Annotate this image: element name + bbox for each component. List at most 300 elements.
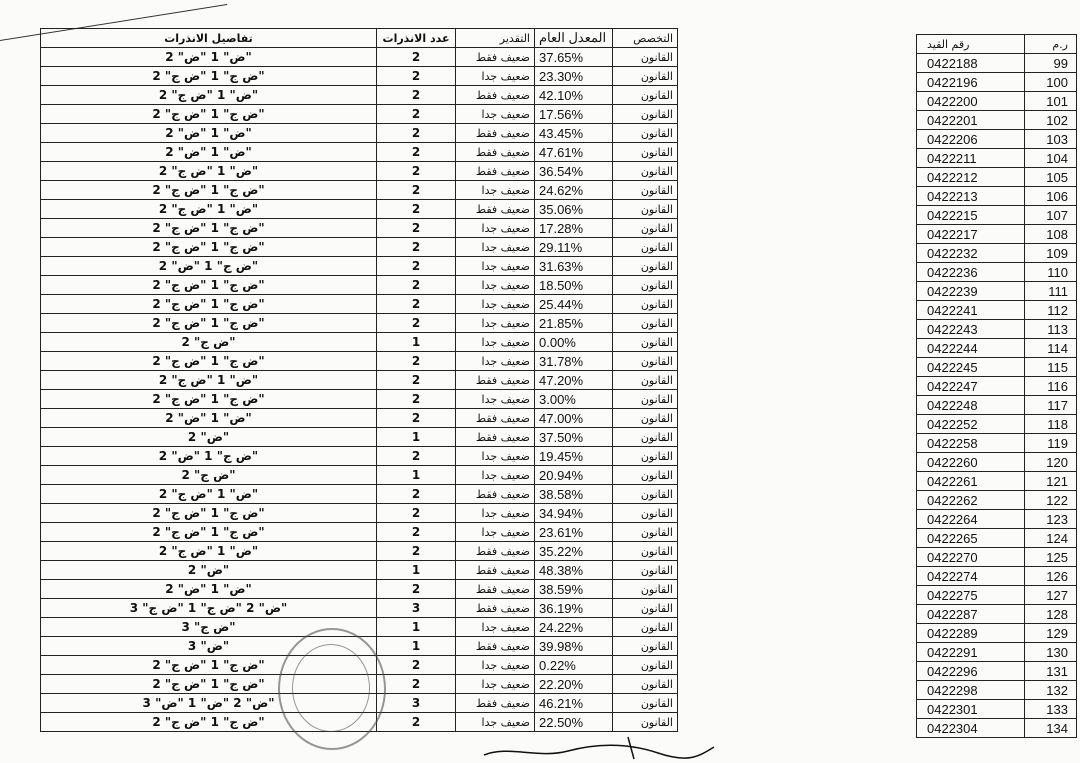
table-row — [41, 200, 678, 219]
warning-count-cell: 2 — [377, 181, 456, 200]
registration-number-cell: 0422196 — [917, 73, 1025, 92]
warning-details-cell: "ض ج" 1 "ض ج" 2 — [41, 523, 377, 542]
warning-details-cell: "ض ج" 1 "ض ج" 2 — [41, 105, 377, 124]
warning-details-cell: "ض" 1 "ض ج" 2 — [41, 86, 377, 105]
specialization-cell: القانون — [613, 580, 678, 599]
specialization-cell: القانون — [613, 314, 678, 333]
warning-count-cell: 3 — [377, 599, 456, 618]
specialization-cell: القانون — [613, 694, 678, 713]
serial-number-cell: 100 — [1025, 73, 1077, 92]
serial-number-cell: 108 — [1025, 225, 1077, 244]
warning-details-cell: "ض" 2 "ض" 1 "ض" 3 — [41, 694, 377, 713]
general-average-cell: 20.94% — [535, 466, 613, 485]
general-average-cell: 24.22% — [535, 618, 613, 637]
specialization-cell: القانون — [613, 48, 678, 67]
specialization-cell: القانون — [613, 371, 678, 390]
registration-number-cell: 0422215 — [917, 206, 1025, 225]
registration-number-cell: 0422243 — [917, 320, 1025, 339]
specialization-cell: القانون — [613, 561, 678, 580]
warning-details-cell: "ض" 1 "ض" 2 — [41, 48, 377, 67]
serial-number-cell: 129 — [1025, 624, 1077, 643]
table-row — [917, 206, 1077, 225]
warning-details-cell: "ض" 1 "ض" 2 — [41, 143, 377, 162]
grade-cell: ضعيف جدا — [456, 314, 535, 333]
warning-details-cell: "ض ج" 1 "ض ج" 2 — [41, 390, 377, 409]
general-average-cell: 35.22% — [535, 542, 613, 561]
warning-count-cell: 2 — [377, 238, 456, 257]
grade-cell: ضعيف فقط — [456, 409, 535, 428]
warning-details-cell: "ض ج" 1 "ض ج" 2 — [41, 219, 377, 238]
warning-details-cell: "ض" 1 "ض ج" 2 — [41, 371, 377, 390]
grade-cell: ضعيف فقط — [456, 485, 535, 504]
table-row — [41, 447, 678, 466]
registration-number-cell: 0422248 — [917, 396, 1025, 415]
grade-cell: ضعيف فقط — [456, 371, 535, 390]
warning-details-cell: "ض" 3 — [41, 637, 377, 656]
general-average-cell: 38.58% — [535, 485, 613, 504]
table-row — [917, 643, 1077, 662]
handwritten-date — [478, 733, 718, 763]
registration-number-cell: 0422245 — [917, 358, 1025, 377]
specialization-cell: القانون — [613, 409, 678, 428]
table-row — [917, 358, 1077, 377]
official-stamp-inner-ring — [292, 644, 370, 732]
warning-details-cell: "ض" 2 — [41, 561, 377, 580]
general-average-cell: 22.50% — [535, 713, 613, 732]
warning-details-cell: "ض" 1 "ض ج" 2 — [41, 542, 377, 561]
warning-count-cell: 2 — [377, 542, 456, 561]
warning-details-cell: "ض ج" 1 "ض ج" 2 — [41, 504, 377, 523]
general-average-cell: 34.94% — [535, 504, 613, 523]
general-average-cell: 48.38% — [535, 561, 613, 580]
table-row — [41, 618, 678, 637]
table-row — [41, 143, 678, 162]
table-row — [917, 700, 1077, 719]
general-average-cell: 47.61% — [535, 143, 613, 162]
table-row — [917, 377, 1077, 396]
header-warning-details: تفاصيل الانذرات — [41, 29, 377, 48]
header-warning-count: عدد الانذرات — [377, 29, 456, 48]
table-row — [41, 371, 678, 390]
grade-cell: ضعيف جدا — [456, 466, 535, 485]
serial-number-cell: 106 — [1025, 187, 1077, 206]
serial-number-cell: 124 — [1025, 529, 1077, 548]
grade-cell: ضعيف جدا — [456, 219, 535, 238]
grade-cell: ضعيف جدا — [456, 656, 535, 675]
warning-count-cell: 2 — [377, 371, 456, 390]
specialization-cell: القانون — [613, 466, 678, 485]
grade-cell: ضعيف فقط — [456, 542, 535, 561]
grade-cell: ضعيف فقط — [456, 124, 535, 143]
warning-count-cell: 2 — [377, 390, 456, 409]
general-average-cell: 0.00% — [535, 333, 613, 352]
serial-number-cell: 122 — [1025, 491, 1077, 510]
specialization-cell: القانون — [613, 390, 678, 409]
specialization-cell: القانون — [613, 656, 678, 675]
serial-number-cell: 110 — [1025, 263, 1077, 282]
specialization-cell: القانون — [613, 713, 678, 732]
general-average-cell: 23.30% — [535, 67, 613, 86]
table-row — [41, 276, 678, 295]
table-row — [41, 504, 678, 523]
table-row — [41, 523, 678, 542]
warning-details-cell: "ض ج" 1 "ض ج" 2 — [41, 276, 377, 295]
serial-number-cell: 112 — [1025, 301, 1077, 320]
grade-cell: ضعيف جدا — [456, 333, 535, 352]
warning-details-cell: "ض" 1 "ض ج" 2 — [41, 200, 377, 219]
table-row — [917, 168, 1077, 187]
serial-number-cell: 99 — [1025, 54, 1077, 73]
warning-count-cell: 2 — [377, 295, 456, 314]
general-average-cell: 36.19% — [535, 599, 613, 618]
grade-cell: ضعيف جدا — [456, 257, 535, 276]
warning-count-cell: 2 — [377, 314, 456, 333]
specialization-cell: القانون — [613, 238, 678, 257]
warning-count-cell: 2 — [377, 105, 456, 124]
warning-count-cell: 3 — [377, 694, 456, 713]
table-row — [917, 396, 1077, 415]
warning-count-cell: 2 — [377, 219, 456, 238]
table-row — [917, 149, 1077, 168]
table-row — [41, 466, 678, 485]
warning-details-cell: "ض ج" 1 "ض" 2 — [41, 447, 377, 466]
warning-count-cell: 2 — [377, 656, 456, 675]
serial-number-cell: 115 — [1025, 358, 1077, 377]
registration-number-cell: 0422213 — [917, 187, 1025, 206]
table-row — [917, 662, 1077, 681]
table-row — [41, 561, 678, 580]
table-row — [41, 219, 678, 238]
general-average-cell: 25.44% — [535, 295, 613, 314]
header-general-average: المعدل العام — [535, 29, 613, 48]
specialization-cell: القانون — [613, 67, 678, 86]
serial-number-cell: 125 — [1025, 548, 1077, 567]
specialization-cell: القانون — [613, 599, 678, 618]
table-row — [41, 542, 678, 561]
general-average-cell: 19.45% — [535, 447, 613, 466]
warning-count-cell: 1 — [377, 637, 456, 656]
warning-count-cell: 2 — [377, 523, 456, 542]
warning-details-cell: "ض ج" 1 "ض ج" 2 — [41, 67, 377, 86]
table-row — [917, 434, 1077, 453]
table-row — [917, 567, 1077, 586]
serial-number-cell: 113 — [1025, 320, 1077, 339]
registration-number-cell: 0422264 — [917, 510, 1025, 529]
registration-table — [916, 34, 1077, 738]
table-row — [917, 529, 1077, 548]
registration-number-cell: 0422304 — [917, 719, 1025, 738]
grade-cell: ضعيف فقط — [456, 428, 535, 447]
table-row — [41, 67, 678, 86]
specialization-cell: القانون — [613, 447, 678, 466]
registration-number-cell: 0422252 — [917, 415, 1025, 434]
serial-number-cell: 107 — [1025, 206, 1077, 225]
general-average-cell: 37.65% — [535, 48, 613, 67]
table-row — [917, 339, 1077, 358]
table-row — [917, 415, 1077, 434]
specialization-cell: القانون — [613, 200, 678, 219]
specialization-cell: القانون — [613, 675, 678, 694]
general-average-cell: 36.54% — [535, 162, 613, 181]
table-row — [41, 162, 678, 181]
grade-cell: ضعيف جدا — [456, 713, 535, 732]
specialization-cell: القانون — [613, 542, 678, 561]
table-row — [917, 282, 1077, 301]
warning-details-cell: "ض" 1 "ض" 2 — [41, 580, 377, 599]
warning-count-cell: 2 — [377, 409, 456, 428]
registration-number-cell: 0422261 — [917, 472, 1025, 491]
serial-number-cell: 104 — [1025, 149, 1077, 168]
serial-number-cell: 105 — [1025, 168, 1077, 187]
registration-number-cell: 0422289 — [917, 624, 1025, 643]
registration-number-cell: 0422201 — [917, 111, 1025, 130]
specialization-cell: القانون — [613, 352, 678, 371]
header-serial-number: ر.م — [1025, 35, 1077, 54]
grade-cell: ضعيف جدا — [456, 352, 535, 371]
registration-number-cell: 0422239 — [917, 282, 1025, 301]
general-average-cell: 47.20% — [535, 371, 613, 390]
serial-number-cell: 114 — [1025, 339, 1077, 358]
grade-cell: ضعيف فقط — [456, 561, 535, 580]
specialization-cell: القانون — [613, 485, 678, 504]
specialization-cell: القانون — [613, 181, 678, 200]
serial-number-cell: 132 — [1025, 681, 1077, 700]
table-row — [41, 485, 678, 504]
warning-details-cell: "ض ج" 1 "ض ج" 2 — [41, 238, 377, 257]
warning-count-cell: 2 — [377, 580, 456, 599]
table-row — [41, 314, 678, 333]
registration-number-cell: 0422260 — [917, 453, 1025, 472]
general-average-cell: 47.00% — [535, 409, 613, 428]
table-row — [41, 124, 678, 143]
grade-cell: ضعيف فقط — [456, 86, 535, 105]
warning-count-cell: 2 — [377, 276, 456, 295]
warning-count-cell: 2 — [377, 257, 456, 276]
table-row — [917, 510, 1077, 529]
grade-cell: ضعيف فقط — [456, 143, 535, 162]
table-row — [41, 333, 678, 352]
serial-number-cell: 134 — [1025, 719, 1077, 738]
registration-number-cell: 0422296 — [917, 662, 1025, 681]
registration-number-cell: 0422212 — [917, 168, 1025, 187]
table-row — [917, 491, 1077, 510]
table-row — [917, 681, 1077, 700]
registration-number-cell: 0422275 — [917, 586, 1025, 605]
registration-number-cell: 0422262 — [917, 491, 1025, 510]
registration-number-cell: 0422270 — [917, 548, 1025, 567]
serial-number-cell: 131 — [1025, 662, 1077, 681]
registration-number-cell: 0422265 — [917, 529, 1025, 548]
specialization-cell: القانون — [613, 295, 678, 314]
grade-cell: ضعيف جدا — [456, 523, 535, 542]
table-row — [917, 605, 1077, 624]
serial-number-cell: 116 — [1025, 377, 1077, 396]
warning-count-cell: 1 — [377, 333, 456, 352]
grade-cell: ضعيف جدا — [456, 276, 535, 295]
specialization-cell: القانون — [613, 428, 678, 447]
warning-count-cell: 2 — [377, 675, 456, 694]
table-row — [41, 390, 678, 409]
table-row — [41, 295, 678, 314]
warning-count-cell: 1 — [377, 466, 456, 485]
grade-cell: ضعيف جدا — [456, 105, 535, 124]
table-row — [917, 225, 1077, 244]
table-row — [917, 320, 1077, 339]
specialization-cell: القانون — [613, 162, 678, 181]
registration-number-cell: 0422211 — [917, 149, 1025, 168]
general-average-cell: 17.56% — [535, 105, 613, 124]
warning-count-cell: 1 — [377, 618, 456, 637]
table-row — [41, 409, 678, 428]
warning-details-cell: "ض ج" 1 "ض ج" 2 — [41, 314, 377, 333]
table-row — [917, 244, 1077, 263]
registration-number-cell: 0422232 — [917, 244, 1025, 263]
general-average-cell: 22.20% — [535, 675, 613, 694]
table-row — [41, 86, 678, 105]
table-row — [917, 586, 1077, 605]
general-average-cell: 23.61% — [535, 523, 613, 542]
table-row — [917, 301, 1077, 320]
registration-number-cell: 0422287 — [917, 605, 1025, 624]
grade-cell: ضعيف فقط — [456, 580, 535, 599]
warning-details-cell: "ض ج" 1 "ض" 2 — [41, 257, 377, 276]
general-average-cell: 17.28% — [535, 219, 613, 238]
warnings-table-body — [41, 48, 678, 732]
warning-details-cell: "ض" 1 "ض ج" 2 — [41, 162, 377, 181]
registration-number-cell: 0422298 — [917, 681, 1025, 700]
specialization-cell: القانون — [613, 143, 678, 162]
warning-count-cell: 2 — [377, 447, 456, 466]
registration-number-cell: 0422188 — [917, 54, 1025, 73]
specialization-cell: القانون — [613, 105, 678, 124]
table-row — [917, 624, 1077, 643]
table-row — [917, 548, 1077, 567]
table-row — [41, 352, 678, 371]
warning-count-cell: 2 — [377, 67, 456, 86]
registration-number-cell: 0422241 — [917, 301, 1025, 320]
registration-number-cell: 0422200 — [917, 92, 1025, 111]
warning-details-cell: "ض" 1 "ض" 2 — [41, 124, 377, 143]
warning-details-cell: "ض ج" 1 "ض ج" 2 — [41, 181, 377, 200]
warning-details-cell: "ض" 1 "ض" 2 — [41, 409, 377, 428]
warning-count-cell: 2 — [377, 200, 456, 219]
registration-number-cell: 0422247 — [917, 377, 1025, 396]
serial-number-cell: 127 — [1025, 586, 1077, 605]
general-average-cell: 37.50% — [535, 428, 613, 447]
warning-count-cell: 1 — [377, 428, 456, 447]
grade-cell: ضعيف فقط — [456, 200, 535, 219]
grade-cell: ضعيف فقط — [456, 694, 535, 713]
serial-number-cell: 130 — [1025, 643, 1077, 662]
general-average-cell: 35.06% — [535, 200, 613, 219]
serial-number-cell: 121 — [1025, 472, 1077, 491]
table-row — [917, 472, 1077, 491]
warning-count-cell: 2 — [377, 124, 456, 143]
table-row — [917, 111, 1077, 130]
grade-cell: ضعيف فقط — [456, 162, 535, 181]
general-average-cell: 31.63% — [535, 257, 613, 276]
registration-number-cell: 0422291 — [917, 643, 1025, 662]
warning-details-cell: "ض ج" 1 "ض ج" 2 — [41, 675, 377, 694]
table-row — [41, 580, 678, 599]
warning-count-cell: 2 — [377, 143, 456, 162]
registration-number-cell: 0422301 — [917, 700, 1025, 719]
warnings-table — [40, 28, 678, 732]
registration-number-cell: 0422236 — [917, 263, 1025, 282]
warning-count-cell: 2 — [377, 48, 456, 67]
specialization-cell: القانون — [613, 618, 678, 637]
table-row — [41, 599, 678, 618]
registration-number-cell: 0422258 — [917, 434, 1025, 453]
handwritten-signature-mark — [478, 733, 718, 763]
registration-number-cell: 0422217 — [917, 225, 1025, 244]
specialization-cell: القانون — [613, 523, 678, 542]
warning-count-cell: 2 — [377, 352, 456, 371]
specialization-cell: القانون — [613, 333, 678, 352]
serial-number-cell: 120 — [1025, 453, 1077, 472]
specialization-cell: القانون — [613, 504, 678, 523]
serial-number-cell: 119 — [1025, 434, 1077, 453]
grade-cell: ضعيف جدا — [456, 675, 535, 694]
general-average-cell: 18.50% — [535, 276, 613, 295]
table-row — [917, 130, 1077, 149]
general-average-cell: 24.62% — [535, 181, 613, 200]
header-specialization: التخصص — [613, 29, 678, 48]
serial-number-cell: 118 — [1025, 415, 1077, 434]
warning-count-cell: 1 — [377, 561, 456, 580]
table-row — [917, 263, 1077, 282]
warning-details-cell: "ض ج" 1 "ض ج" 2 — [41, 713, 377, 732]
table-row — [917, 187, 1077, 206]
warning-count-cell: 2 — [377, 504, 456, 523]
warning-details-cell: "ض ج" 3 — [41, 618, 377, 637]
grade-cell: ضعيف جدا — [456, 390, 535, 409]
serial-number-cell: 111 — [1025, 282, 1077, 301]
header-registration-number: رقم القيد — [917, 35, 1025, 54]
specialization-cell: القانون — [613, 257, 678, 276]
general-average-cell: 0.22% — [535, 656, 613, 675]
general-average-cell: 31.78% — [535, 352, 613, 371]
table-row — [917, 719, 1077, 738]
general-average-cell: 42.10% — [535, 86, 613, 105]
specialization-cell: القانون — [613, 86, 678, 105]
warning-details-cell: "ض ج" 1 "ض ج" 2 — [41, 352, 377, 371]
warning-count-cell: 2 — [377, 713, 456, 732]
general-average-cell: 21.85% — [535, 314, 613, 333]
warning-count-cell: 2 — [377, 162, 456, 181]
grade-cell: ضعيف فقط — [456, 48, 535, 67]
general-average-cell: 38.59% — [535, 580, 613, 599]
grade-cell: ضعيف جدا — [456, 504, 535, 523]
warning-count-cell: 2 — [377, 86, 456, 105]
serial-number-cell: 109 — [1025, 244, 1077, 263]
grade-cell: ضعيف جدا — [456, 67, 535, 86]
specialization-cell: القانون — [613, 124, 678, 143]
warning-details-cell: "ض ج" 1 "ض ج" 2 — [41, 656, 377, 675]
registration-number-cell: 0422274 — [917, 567, 1025, 586]
warning-details-cell: "ض ج" 2 — [41, 466, 377, 485]
table-row — [41, 428, 678, 447]
table-row — [41, 48, 678, 67]
serial-number-cell: 101 — [1025, 92, 1077, 111]
specialization-cell: القانون — [613, 219, 678, 238]
table-row — [41, 105, 678, 124]
table-row — [917, 92, 1077, 111]
serial-number-cell: 123 — [1025, 510, 1077, 529]
general-average-cell: 39.98% — [535, 637, 613, 656]
serial-number-cell: 126 — [1025, 567, 1077, 586]
grade-cell: ضعيف جدا — [456, 295, 535, 314]
